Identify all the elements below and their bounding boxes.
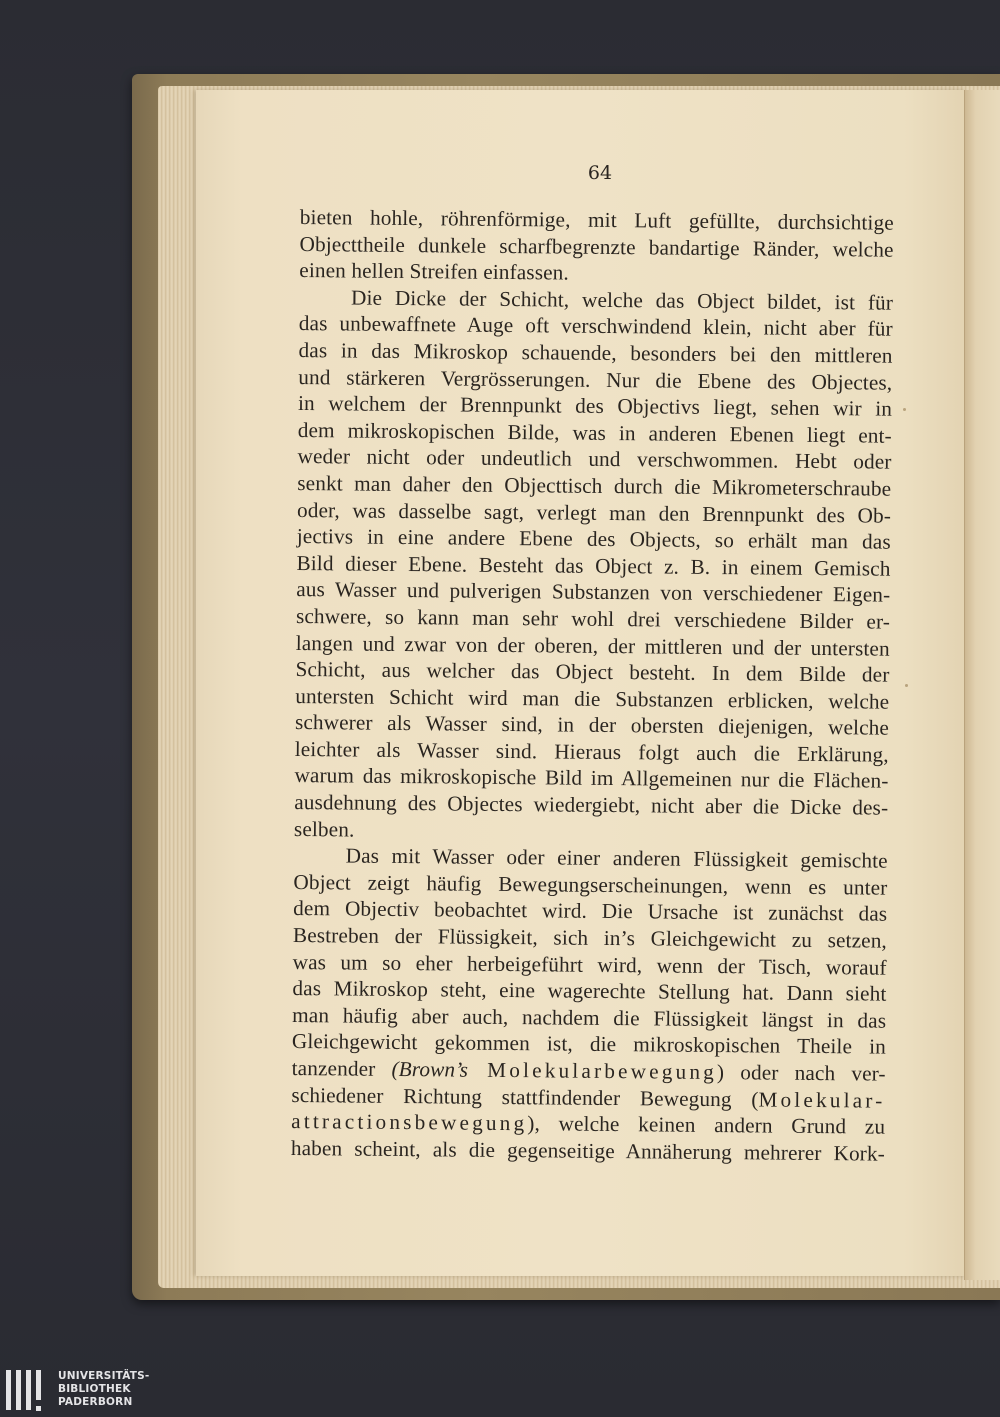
text-line: jectivs in eine andere Ebene des Objects, so erhält man das bbox=[296, 524, 891, 554]
text-run: ), welche keinen andern Grund zu bbox=[527, 1111, 886, 1139]
text-line: schwere, so kann man sehr wohl drei verschiedene Bilder er- bbox=[295, 603, 891, 634]
italic-name: (Brown’s bbox=[391, 1056, 469, 1082]
text-line: leichter als Wasser sind. Hieraus folgt auch die Erklärung, bbox=[294, 736, 889, 767]
text-line: weder nicht oder undeutlich und verschwommen. Hebt oder bbox=[297, 444, 892, 475]
text-run: ) oder nach ver- bbox=[716, 1060, 886, 1086]
text-line: langen und zwar von der oberen, der mittleren und der untersten bbox=[295, 630, 890, 661]
text-line: warum das mikroskopische Bild im Allgemeinen nur die Flächen- bbox=[294, 763, 889, 794]
text-line: ausdehnung des Objectes wiedergiebt, nicht aber die Dicke des- bbox=[294, 790, 889, 820]
text-line: oder, was dasselbe sagt, verlegt man den Brennpunkt des Ob- bbox=[296, 497, 892, 528]
text-line: dem Objectiv beobachtet wird. Die Ursache ist zunächst das bbox=[293, 896, 888, 927]
text-line: Das mit Wasser oder einer anderen Flüssigkeit gemischte bbox=[345, 843, 888, 873]
text-line: und stärkeren Vergrösserungen. Nur die Ebene des Objectes, bbox=[298, 364, 893, 395]
library-name bbox=[58, 1370, 149, 1409]
library-name-line: BIBLIOTHEK bbox=[58, 1383, 131, 1395]
text-line: Bild dieser Ebene. Besteht das Object z. B. in einem Gemisch bbox=[296, 550, 891, 581]
text-line: was um so eher herbeigeführt wird, wenn der Tisch, worauf bbox=[292, 949, 887, 980]
text-line: aus Wasser und pulverigen Substanzen von verschiedener Eigen- bbox=[296, 577, 891, 607]
emphasized-term: Molekular- bbox=[758, 1087, 886, 1113]
emphasized-term: attractionsbewegung bbox=[291, 1109, 528, 1136]
text-run: schiedener Richtung stattfindender Bewegung ( bbox=[291, 1082, 759, 1112]
text-line: Die Dicke der Schicht, welche das Object bildet, ist für bbox=[350, 285, 894, 315]
text-run: tanzender bbox=[291, 1055, 392, 1081]
facing-page-edge bbox=[964, 90, 1000, 1280]
library-logo bbox=[6, 1368, 156, 1414]
text-line: das unbewaffnete Auge oft verschwindend klein, nicht aber für bbox=[298, 311, 893, 342]
text-line: dem mikroskopischen Bilde, was in anderen Ebenen liegt ent- bbox=[297, 417, 892, 448]
text-line: senkt man daher den Objecttisch durch die Mikrometerschraube bbox=[297, 470, 892, 501]
library-name-line: PADERBORN bbox=[58, 1396, 133, 1408]
text-line: das Mikroskop steht, eine wagerechte Stellung hat. Dann sieht bbox=[292, 976, 887, 1006]
text-line: Bestreben der Flüssigkeit, sich in’s Gleichgewicht zu setzen, bbox=[292, 922, 888, 953]
text-line: schwerer als Wasser sind, in der obersten diejenigen, welche bbox=[294, 710, 890, 740]
text-line: haben scheint, als die gegenseitige Annäherung mehrerer Kork- bbox=[290, 1135, 886, 1166]
library-name-line: UNIVERSITÄTS- bbox=[58, 1370, 150, 1382]
text-line: selben. bbox=[293, 816, 355, 842]
text-line: Object zeigt häufig Bewegungserscheinungen, wenn es unter bbox=[293, 869, 888, 900]
text-line: Objecttheile dunkele scharfbegrenzte bandartige Ränder, welche bbox=[299, 231, 894, 262]
text-line: in welchem der Brennpunkt des Objectivs liegt, sehen wir in bbox=[297, 391, 893, 421]
library-logo-mark-icon bbox=[6, 1370, 50, 1412]
text-line: das in das Mikroskop schauende, besonders bei den mittleren bbox=[298, 337, 893, 368]
text-line: Schicht, aus welcher das Object besteht. In dem Bilde der bbox=[295, 657, 890, 687]
emphasized-term: Molekularbewegung bbox=[467, 1057, 718, 1085]
text-line: bieten hohle, röhrenförmige, mit Luft gefüllte, durchsichtige bbox=[299, 204, 894, 235]
paper-speck bbox=[905, 684, 908, 687]
body-text bbox=[291, 204, 894, 1167]
text-line: untersten Schicht wird man die Substanzen erblicken, welche bbox=[295, 683, 890, 714]
text-line: man häufig aber auch, nachdem die Flüssigkeit längst in das bbox=[292, 1002, 887, 1033]
page-number: 64 bbox=[587, 162, 613, 184]
text-line: einen hellen Streifen einfassen. bbox=[299, 258, 570, 285]
paper-speck bbox=[903, 408, 906, 411]
text-line: Gleichgewicht gekommen ist, die mikroskopischen Theile in bbox=[291, 1029, 887, 1060]
